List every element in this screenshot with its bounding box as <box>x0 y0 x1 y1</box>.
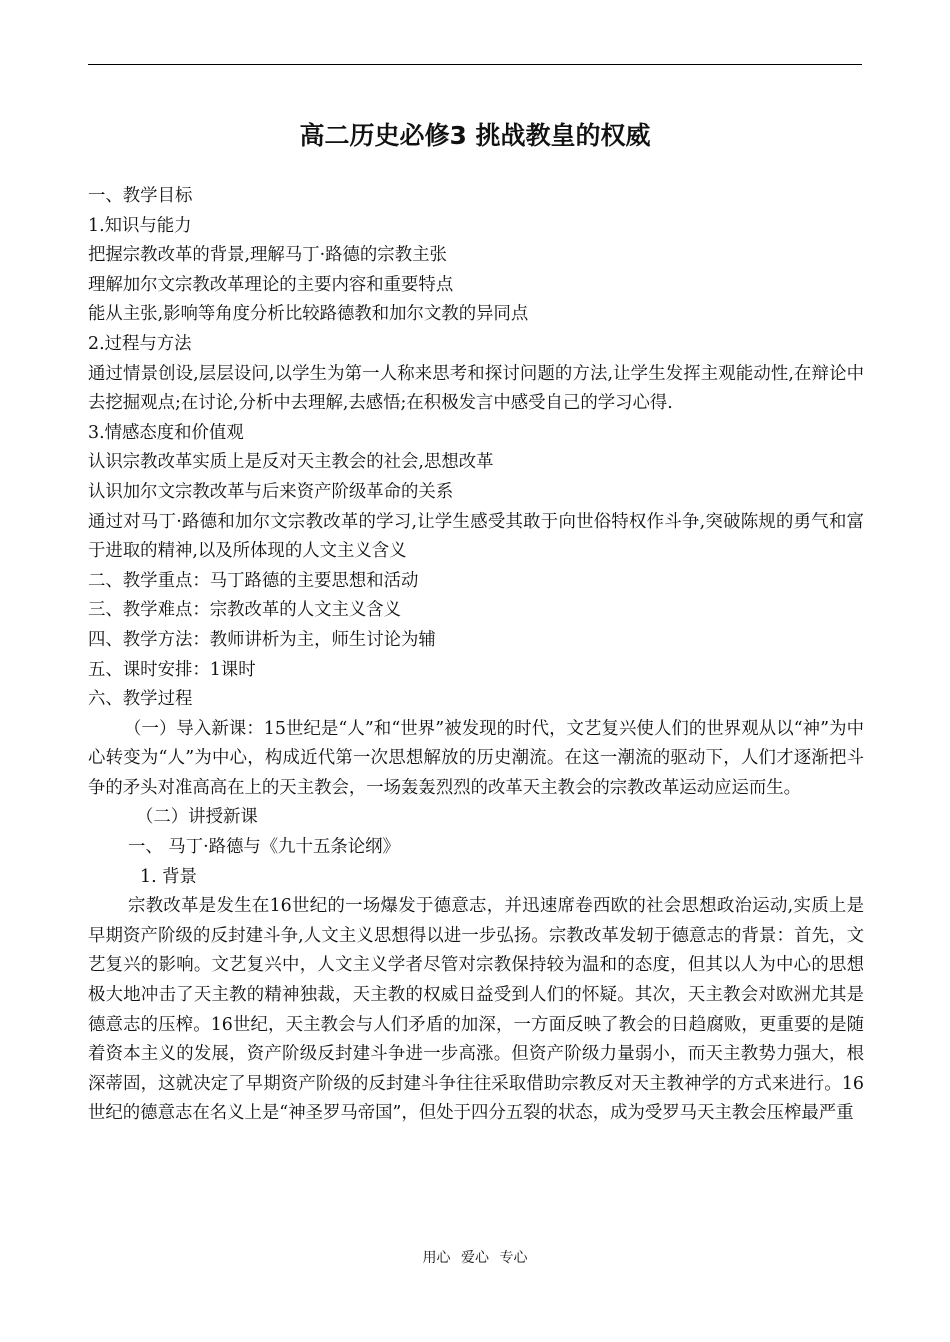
intro-paragraph: （一）导入新课：15世纪是“人”和“世界”被发现的时代，文艺复兴使人们的世界观从以“神”为中心转变为“人”为中心，构成近代第一次思想解放的历史潮流。在这一潮流的驱动下，人们才逐渐把斗争的矛头对准高高在上的天主教会，一场轰轰烈烈的改革天主教会的宗教改革运动应运而生。 <box>88 718 864 798</box>
goal-line: 认识加尔文宗教改革与后来资产阶级革命的关系 <box>88 481 454 502</box>
goal-line: 认识宗教改革实质上是反对天主教会的社会,思想改革 <box>88 452 494 473</box>
lesson-heading: （二）讲授新课 <box>136 807 258 828</box>
heading-key-points: 二、教学重点：马丁路德的主要思想和活动 <box>88 570 419 591</box>
goal-line: 能从主张,影响等角度分析比较路德教和加尔文教的异同点 <box>88 304 529 325</box>
goal-line: 理解加尔文宗教改革理论的主要内容和重要特点 <box>88 274 454 295</box>
document-body <box>88 182 864 1129</box>
page-footer: 用心 爱心 专心 <box>422 1250 528 1266</box>
heading-schedule: 五、课时安排：1课时 <box>88 659 256 680</box>
page-title: 高二历史必修3 挑战教皇的权威 <box>299 121 651 150</box>
heading-method: 四、教学方法：教师讲析为主，师生讨论为辅 <box>88 629 436 650</box>
item-heading: 1. 背景 <box>140 866 197 887</box>
goal-line: 把握宗教改革的背景,理解马丁·路德的宗教主张 <box>88 245 447 266</box>
section-heading: 一、 马丁·路德与《九十五条论纲》 <box>128 837 400 858</box>
heading-teaching-goals: 一、教学目标 <box>88 186 193 206</box>
background-paragraph: 宗教改革是发生在16世纪的一场爆发于德意志，并迅速席卷西欧的社会思想政治运动,实质上是早期资产阶级的反封建斗争,人文主义思想得以进一步弘扬。宗教改革发轫于德意志的背景：首先，文艺复兴的影响。文艺复兴中，人文主义学者尽管对宗教保持较为温和的态度，但其以人为中心的思想极大地冲击了天主教的精神独裁，天主教的权威日益受到人们的怀疑。其次，天主教会对欧洲尤其是德意志的压榨。16世纪，天主教会与人们矛盾的加深，一方面反映了教会的日趋腐败，更重要的是随着资本主义的发展，资产阶级反封建斗争进一步高涨。但资产阶级力量弱小，而天主教势力强大，根深蒂固，这就决定了早期资产阶级的反封建斗争往往采取借助宗教反对天主教神学的方式来进行。16世纪的德意志在名义上是“神圣罗马帝国”，但处于四分五裂的状态，成为受罗马天主教会压榨最严重 <box>88 896 864 1124</box>
heading-process: 六、教学过程 <box>88 689 193 710</box>
header-rule <box>88 64 862 65</box>
subheading-emotion: 3.情感态度和价值观 <box>88 422 244 443</box>
emotion-paragraph: 通过对马丁·路德和加尔文宗教改革的学习,让学生感受其敢于向世俗特权作斗争,突破陈规的勇气和富于进取的精神,以及所体现的人文主义含义 <box>88 511 864 562</box>
subheading-knowledge: 1.知识与能力 <box>88 215 192 236</box>
subheading-process: 2.过程与方法 <box>88 333 192 354</box>
heading-difficulty: 三、教学难点：宗教改革的人文主义含义 <box>88 600 402 621</box>
process-paragraph: 通过情景创设,层层设问,以学生为第一人称来思考和探讨问题的方法,让学生发挥主观能动性,在辩论中去挖掘观点;在讨论,分析中去理解,去感悟;在积极发言中感受自己的学习心得. <box>88 363 864 414</box>
